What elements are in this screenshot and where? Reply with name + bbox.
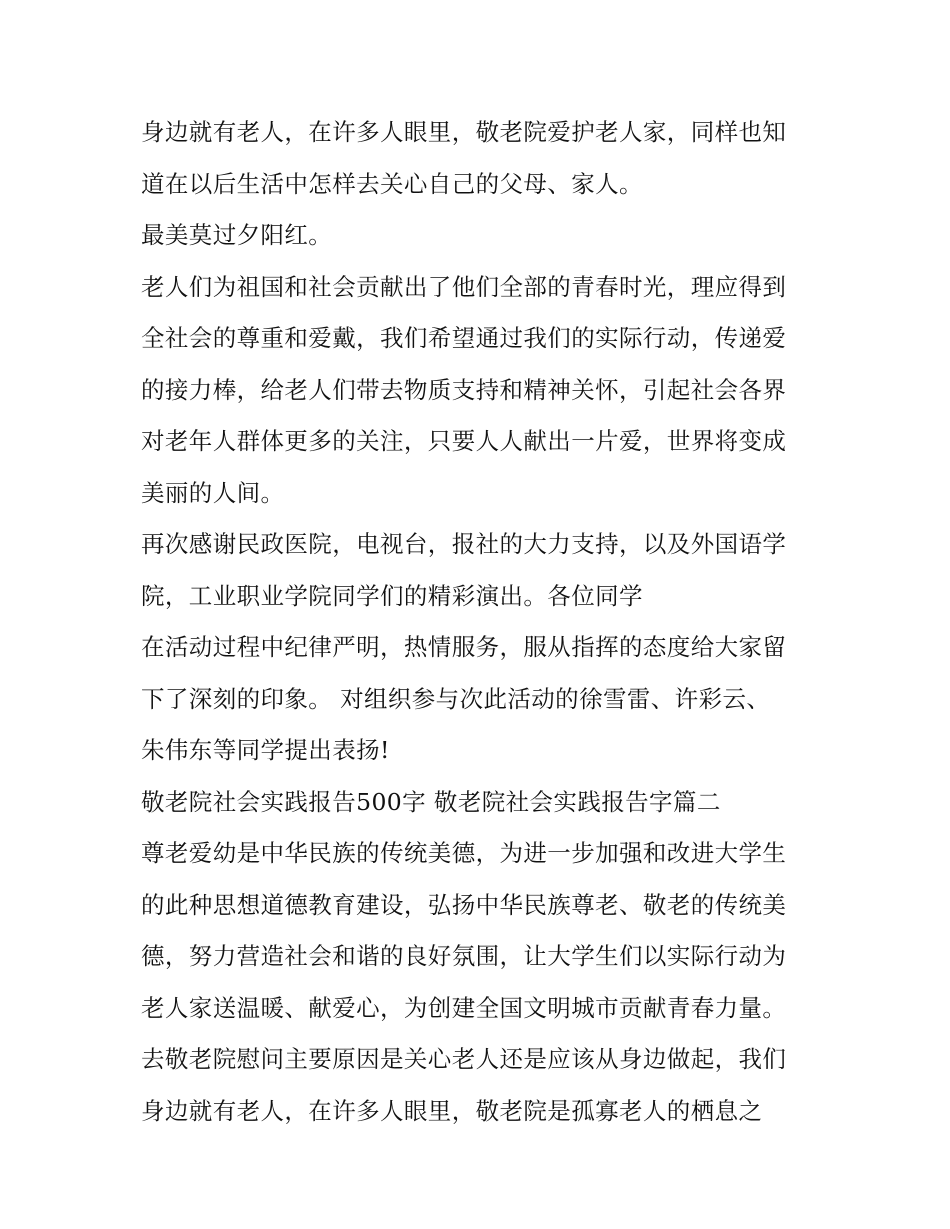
text-line: 道在以后生活中怎样去关心自己的父母、家人。 (141, 169, 643, 198)
text-line: 最美莫过夕阳红。 (141, 221, 333, 249)
text-line: 再次感谢民政医院，电视台，报社的大力支持，以及外国语学 (141, 530, 787, 558)
text-line: 去敬老院慰问主要原因是关心老人还是应该从身边做起，我们 (141, 1045, 787, 1073)
text-line: 朱伟东等同学提出表扬! (141, 736, 390, 764)
text-line: 全社会的尊重和爱戴，我们希望通过我们的实际行动，传递爱 (141, 324, 787, 352)
text-line: 德，努力营造社会和谐的良好氛围，让大学生们以实际行动为 (141, 942, 787, 970)
body-text (141, 107, 821, 1137)
text-line: 的接力棒，给老人们带去物质支持和精神关怀，引起社会各界 (141, 375, 787, 404)
text-line: 对老年人群体更多的关注，只要人人献出一片爱，世界将变成 (141, 427, 787, 455)
text-line: 在活动过程中纪律严明，热情服务，服从指挥的态度给大家留 (141, 633, 787, 661)
text-line: 下了深刻的印象。 对组织参与次此活动的徐雪雷、许彩云、 (141, 684, 771, 713)
text-line: 尊老爱幼是中华民族的传统美德，为进一步加强和改进大学生 (141, 839, 787, 867)
section-heading: 敬老院社会实践报告500字 敬老院社会实践报告字篇二 (141, 787, 721, 816)
text-line: 的此种思想道德教育建设，弘扬中华民族尊老、敬老的传统美 (141, 890, 787, 919)
text-line: 老人家送温暖、献爱心，为创建全国文明城市贡献青春力量。 (141, 993, 787, 1022)
text-line: 院，工业职业学院同学们的精彩演出。各位同学 (141, 581, 643, 610)
text-line: 老人们为祖国和社会贡献出了他们全部的青春时光，理应得到 (141, 272, 787, 301)
text-line: 美丽的人间。 (141, 478, 285, 507)
text-line: 身边就有老人，在许多人眼里，敬老院爱护老人家，同样也知 (141, 118, 787, 146)
text-line: 身边就有老人，在许多人眼里，敬老院是孤寡老人的栖息之 (141, 1096, 763, 1125)
